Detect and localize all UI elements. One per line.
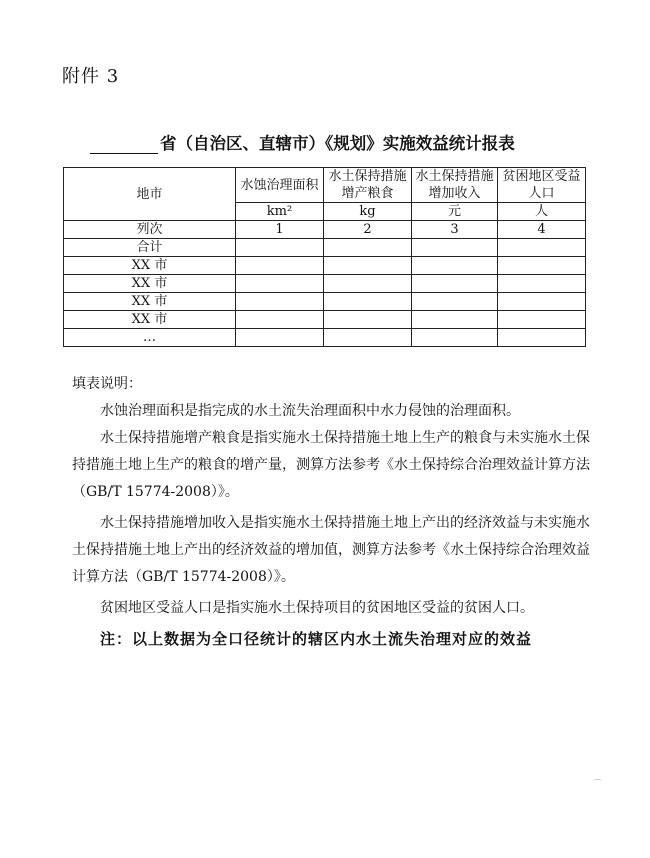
data-cell[interactable] bbox=[498, 257, 586, 275]
instruction-paragraph: 水蚀治理面积是指完成的水土流失治理面积中水力侵蚀的治理面积。 bbox=[100, 403, 520, 419]
data-cell[interactable] bbox=[236, 329, 324, 347]
column-header: 贫困地区受益人口 bbox=[498, 168, 586, 203]
data-cell[interactable] bbox=[236, 293, 324, 311]
data-cell[interactable] bbox=[498, 293, 586, 311]
instructions-label: 填表说明： bbox=[72, 376, 142, 392]
index-cell: 2 bbox=[324, 221, 412, 239]
instruction-paragraph: 贫困地区受益人口是指实施水土保持项目的贫困地区受益的贫困人口。 bbox=[100, 600, 534, 616]
data-cell[interactable] bbox=[412, 293, 498, 311]
data-cell[interactable] bbox=[236, 239, 324, 257]
instruction-paragraph: 水土保持措施增产粮食是指实施水土保持措施土地上生产的粮食与未实施水土保持措施土地上生产的粮食的增产量，测算方法参考《水土保持综合治理效益计算方法（GB/T 15774-2008）》。 bbox=[72, 430, 590, 500]
data-cell[interactable] bbox=[236, 311, 324, 329]
data-cell[interactable] bbox=[324, 311, 412, 329]
index-row bbox=[64, 221, 586, 239]
row-label: … bbox=[64, 329, 236, 347]
region-header: 地市 bbox=[64, 168, 236, 221]
unit-cell: 元 bbox=[412, 203, 498, 221]
index-row-label: 列次 bbox=[64, 221, 236, 239]
index-cell: 4 bbox=[498, 221, 586, 239]
scan-mark: ⌒ bbox=[593, 780, 603, 790]
column-header: 水土保持措施增加收入 bbox=[412, 168, 498, 203]
header-row bbox=[64, 168, 586, 203]
data-cell[interactable] bbox=[498, 239, 586, 257]
row-label: XX 市 bbox=[64, 311, 236, 329]
row-label: 合计 bbox=[64, 239, 236, 257]
table-row bbox=[64, 293, 586, 311]
row-label: XX 市 bbox=[64, 293, 236, 311]
table-row bbox=[64, 329, 586, 347]
data-cell[interactable] bbox=[498, 311, 586, 329]
attachment-label: 附件 3 bbox=[62, 66, 120, 87]
data-cell[interactable] bbox=[236, 257, 324, 275]
province-blank-line bbox=[90, 133, 158, 154]
data-cell[interactable] bbox=[498, 275, 586, 293]
column-header: 水蚀治理面积 bbox=[236, 168, 324, 203]
data-cell[interactable] bbox=[412, 257, 498, 275]
unit-cell: kg bbox=[324, 203, 412, 221]
data-cell[interactable] bbox=[324, 275, 412, 293]
table-row bbox=[64, 239, 586, 257]
data-cell[interactable] bbox=[324, 239, 412, 257]
data-cell[interactable] bbox=[324, 257, 412, 275]
table-row bbox=[64, 311, 586, 329]
index-cell: 3 bbox=[412, 221, 498, 239]
report-title bbox=[90, 130, 610, 154]
data-cell[interactable] bbox=[412, 311, 498, 329]
data-cell[interactable] bbox=[324, 293, 412, 311]
unit-cell: km² bbox=[236, 203, 324, 221]
filling-instructions bbox=[72, 371, 592, 622]
instruction-paragraph: 水土保持措施增加收入是指实施水土保持措施土地上产出的经济效益与未实施水土保持措施土地上产出的经济效益的增加值，测算方法参考《水土保持综合治理效益计算方法（GB/T 15774-2008）》。 bbox=[72, 515, 590, 585]
data-cell[interactable] bbox=[236, 275, 324, 293]
footnote: 注：以上数据为全口径统计的辖区内水土流失治理对应的效益 bbox=[100, 630, 533, 648]
data-cell[interactable] bbox=[324, 329, 412, 347]
unit-cell: 人 bbox=[498, 203, 586, 221]
report-title-text: 省（自治区、直辖市）《规划》实施效益统计报表 bbox=[160, 134, 515, 153]
data-cell[interactable] bbox=[498, 329, 586, 347]
row-label: XX 市 bbox=[64, 275, 236, 293]
table-row bbox=[64, 275, 586, 293]
index-cell: 1 bbox=[236, 221, 324, 239]
table-row bbox=[64, 257, 586, 275]
data-cell[interactable] bbox=[412, 329, 498, 347]
statistics-table bbox=[63, 167, 586, 347]
data-cell[interactable] bbox=[412, 275, 498, 293]
column-header: 水土保持措施增产粮食 bbox=[324, 168, 412, 203]
row-label: XX 市 bbox=[64, 257, 236, 275]
data-cell[interactable] bbox=[412, 239, 498, 257]
